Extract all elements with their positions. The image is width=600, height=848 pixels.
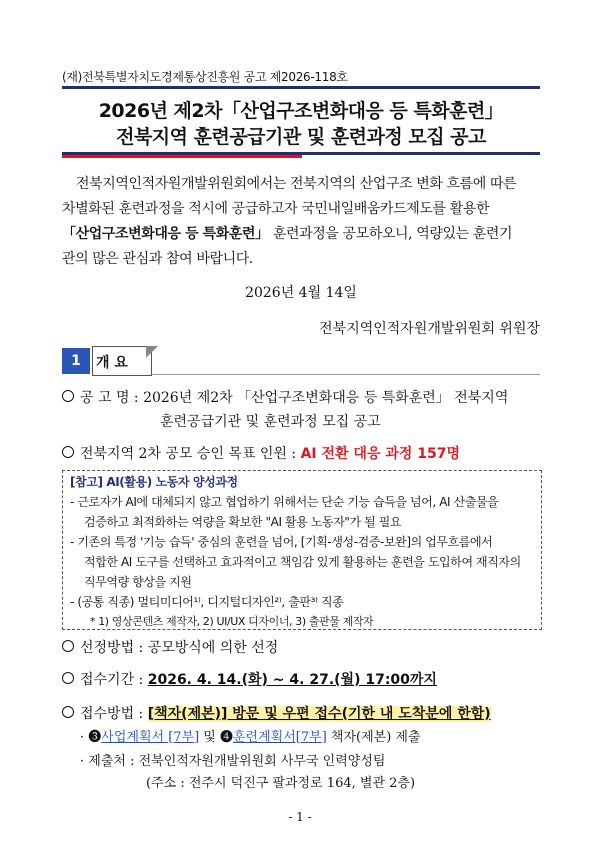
method-sub-1 — [80, 726, 421, 750]
item-method — [62, 702, 491, 726]
circle-bullet-icon — [62, 446, 74, 458]
sub1-prefix: · ❸ — [80, 730, 102, 745]
target-value: AI 전환 대응 과정 157명 — [300, 446, 461, 462]
announcement-number: (재)전북특별자치도경제통상진흥원 공고 제2026-118호 — [62, 70, 348, 84]
method-sub-2: · 제출처 : 전북인적자원개발위원회 사무국 인력양성팀 — [80, 754, 386, 769]
item-target — [62, 442, 460, 466]
intro-line-3 — [62, 222, 540, 247]
target-label: 전북지역 2차 공모 승인 목표 인원 : — [80, 446, 301, 462]
section-underline — [152, 374, 540, 375]
method-value: [책자(제본)] 방문 및 우편 접수(기한 내 도착분에 한함) — [147, 706, 491, 722]
sub1-middle: 및 ❹ — [199, 730, 233, 745]
sub1-suffix: 책자(제본) 제출 — [326, 730, 421, 745]
reference-bullet-1b: 검증하고 최적화하는 역량을 확보한 "AI 활용 노동자"가 될 필요 — [84, 515, 402, 529]
method-sub-3: (주소 : 전주시 덕진구 팔과정로 164, 별관 2층) — [146, 776, 416, 791]
reference-heading: [참고] AI(활용) 노동자 양성과정 — [70, 475, 238, 489]
circle-bullet-icon — [62, 672, 74, 684]
section-label-fold — [146, 346, 158, 358]
title-red-accent — [62, 155, 302, 158]
reference-bullet-1a: - 근로자가 AI에 대체되지 않고 협업하기 위해서는 단순 기능 습득을 넘어, AI 산출물을 — [70, 495, 499, 509]
circle-bullet-icon — [62, 706, 74, 718]
item-notice-name — [62, 386, 540, 410]
selection-text: 선정방법 : 공모방식에 의한 선정 — [80, 640, 279, 656]
section-label: 개 요 — [96, 355, 128, 371]
reference-bullet-2c: 직무역량 향상을 지원 — [84, 575, 192, 589]
item-selection — [62, 636, 278, 660]
announcement-date: 2026년 4월 14일 — [245, 285, 357, 301]
notice-name-continued: 훈련공급기관 및 훈련과정 모집 공고 — [160, 414, 381, 430]
page-number: - 1 - — [288, 810, 312, 824]
training-plan-link: 훈련계획서[7부] — [233, 730, 327, 745]
reference-content — [70, 472, 536, 632]
title-top-rule — [62, 86, 540, 89]
intro-program-name: 「산업구조변화대응 등 특화훈련」 — [62, 226, 269, 242]
signer: 전북지역인적자원개발위원회 위원장 — [319, 321, 540, 337]
circle-bullet-icon — [62, 390, 74, 402]
business-plan-link: 사업계획서 [7부] — [101, 730, 200, 745]
reference-footnote: * 1) 영상콘텐츠 제작자, 2) UI/UX 디자이너, 3) 출판물 제작자 — [90, 615, 374, 628]
reference-bullet-2a: - 기존의 특정 '기능 습득' 중심의 훈련을 넘어, [기획-생성-검증-보완]의 업무흐름에서 — [70, 535, 493, 549]
intro-line-2: 차별화된 훈련과정을 적시에 공급하고자 국민내일배움카드제도를 활용한 — [62, 201, 490, 217]
reference-bullet-3: - (공통 직종) 멀티미디어¹⁾, 디지털디자인²⁾, 출판³⁾ 직종 — [70, 595, 344, 609]
intro-line-3-rest: 훈련과정을 공모하오니, 역량있는 훈련기 — [268, 226, 513, 242]
period-label: 접수기간 : — [80, 672, 148, 688]
title-line-2: 전북지역 훈련공급기관 및 훈련과정 모집 공고 — [116, 126, 486, 148]
title-line-1: 2026년 제2차「산업구조변화대응 등 특화훈련」 — [98, 100, 504, 122]
method-label: 접수방법 : — [80, 706, 148, 722]
intro-line-4: 관의 많은 관심과 참여 바랍니다. — [62, 251, 253, 267]
intro-paragraph — [62, 172, 540, 272]
period-value: 2026. 4. 14.(화) ~ 4. 27.(월) 17:00까지 — [147, 672, 437, 688]
notice-name-text: 공 고 명 : 2026년 제2차 「산업구조변화대응 등 특화훈련」 전북지역 — [80, 390, 509, 406]
circle-bullet-icon — [62, 640, 74, 652]
section-number: 1 — [62, 348, 90, 374]
item-period — [62, 668, 437, 692]
intro-line-1: 전북지역인적자원개발위원회에서는 전북지역의 산업구조 변화 흐름에 따른 — [76, 176, 517, 192]
reference-bullet-2b: 적합한 AI 도구를 선택하고 효과적이고 책임감 있게 활용하는 훈련을 도입하여 재직자의 — [84, 555, 521, 569]
